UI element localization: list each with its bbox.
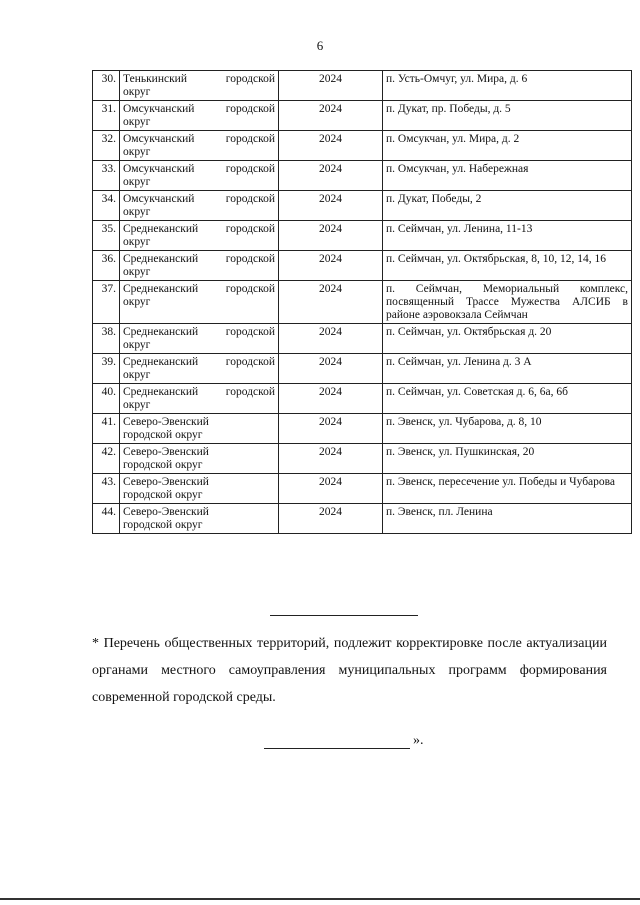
table-row [93, 384, 632, 414]
page-number: 6 [316, 38, 324, 53]
municipality-name-line2: городской округ [123, 519, 203, 531]
row-number: 44. [93, 504, 120, 534]
table-row [93, 281, 632, 324]
row-number: 36. [93, 251, 120, 281]
municipality-name [120, 444, 279, 474]
row-number: 39. [93, 354, 120, 384]
table-row [93, 474, 632, 504]
row-number: 34. [93, 191, 120, 221]
row-number: 38. [93, 324, 120, 354]
address-cell: п. Дукат, Победы, 2 [383, 191, 632, 221]
municipality-name [120, 251, 279, 281]
municipality-name-word: Северо-Эвенский [123, 446, 209, 458]
municipality-name [120, 504, 279, 534]
year-cell: 2024 [279, 384, 383, 414]
municipality-name [120, 191, 279, 221]
municipality-name-line2: округ [123, 176, 151, 188]
municipality-name [120, 354, 279, 384]
municipality-name-word: Среднеканский [123, 283, 199, 295]
municipality-name-line2: округ [123, 296, 151, 308]
bottom-rule [0, 898, 640, 900]
municipality-name-line1 [123, 506, 275, 519]
municipality-name [120, 414, 279, 444]
year-cell: 2024 [279, 251, 383, 281]
address-cell: п. Омсукчан, ул. Мира, д. 2 [383, 131, 632, 161]
table-row [93, 504, 632, 534]
year-cell: 2024 [279, 504, 383, 534]
municipality-name-line1 [123, 326, 275, 339]
table-row [93, 71, 632, 101]
municipality-name-line2: городской округ [123, 429, 203, 441]
address-cell: п. Сеймчан, ул. Октябрьская, 8, 10, 12, 14, 16 [383, 251, 632, 281]
table-body [93, 71, 632, 534]
year-cell: 2024 [279, 131, 383, 161]
municipality-name-line1 [123, 416, 275, 429]
separator-line [270, 615, 418, 616]
table-row [93, 324, 632, 354]
closing-line [264, 733, 424, 749]
municipality-type-word: городской [225, 386, 275, 398]
municipality-name-line1 [123, 253, 275, 266]
year-cell: 2024 [279, 324, 383, 354]
address-cell: п. Дукат, пр. Победы, д. 5 [383, 101, 632, 131]
table-row [93, 101, 632, 131]
address-cell: п. Сеймчан, ул. Октябрьская д. 20 [383, 324, 632, 354]
municipality-name-word: Среднеканский [123, 223, 199, 235]
municipality-name-word: Омсукчанский [123, 103, 195, 115]
municipality-name-line2: городской округ [123, 489, 203, 501]
municipality-name-line2: округ [123, 236, 151, 248]
municipality-name-line1 [123, 356, 275, 369]
year-cell: 2024 [279, 71, 383, 101]
municipality-type-word: городской [225, 223, 275, 235]
municipality-name-line2: округ [123, 399, 151, 411]
address-cell: п. Сеймчан, ул. Ленина, 11-13 [383, 221, 632, 251]
municipality-name-line1 [123, 476, 275, 489]
municipality-name-word: Омсукчанский [123, 163, 195, 175]
municipality-name [120, 281, 279, 324]
row-number: 33. [93, 161, 120, 191]
row-number: 37. [93, 281, 120, 324]
year-cell: 2024 [279, 474, 383, 504]
municipality-name-line2: округ [123, 339, 151, 351]
municipality-name-line1 [123, 446, 275, 459]
year-cell: 2024 [279, 101, 383, 131]
municipality-name-line1 [123, 223, 275, 236]
municipality-name-word: Тенькинский [123, 73, 187, 85]
municipality-name-line1 [123, 163, 275, 176]
municipality-name [120, 324, 279, 354]
row-number: 31. [93, 101, 120, 131]
table-row [93, 221, 632, 251]
municipality-name [120, 161, 279, 191]
municipality-name-word: Северо-Эвенский [123, 416, 209, 428]
address-cell: п. Сеймчан, ул. Ленина д. 3 А [383, 354, 632, 384]
municipality-type-word: городской [225, 193, 275, 205]
address-cell: п. Сеймчан, ул. Советская д. 6, 6а, 6б [383, 384, 632, 414]
row-number: 42. [93, 444, 120, 474]
municipality-name-line2: округ [123, 369, 151, 381]
year-cell: 2024 [279, 191, 383, 221]
table-row [93, 251, 632, 281]
municipality-name-line1 [123, 193, 275, 206]
municipality-type-word: городской [225, 253, 275, 265]
row-number: 41. [93, 414, 120, 444]
table-row [93, 161, 632, 191]
territories-table [92, 70, 632, 534]
municipality-name-line1 [123, 386, 275, 399]
municipality-name-word: Среднеканский [123, 356, 199, 368]
municipality-name-line1 [123, 133, 275, 146]
year-cell: 2024 [279, 414, 383, 444]
table-row [93, 191, 632, 221]
municipality-name-word: Северо-Эвенский [123, 506, 209, 518]
year-cell: 2024 [279, 221, 383, 251]
municipality-name-line1 [123, 103, 275, 116]
municipality-name-word: Омсукчанский [123, 193, 195, 205]
municipality-type-word: городской [225, 163, 275, 175]
municipality-name-word: Среднеканский [123, 253, 199, 265]
row-number: 30. [93, 71, 120, 101]
municipality-name-line2: округ [123, 146, 151, 158]
address-cell: п. Омсукчан, ул. Набережная [383, 161, 632, 191]
municipality-name-line1 [123, 73, 275, 86]
table-row [93, 444, 632, 474]
closing-underline [264, 734, 410, 749]
municipality-type-word: городской [225, 73, 275, 85]
municipality-type-word: городской [225, 133, 275, 145]
municipality-name-line2: городской округ [123, 459, 203, 471]
municipality-type-word: городской [225, 326, 275, 338]
municipality-name [120, 474, 279, 504]
municipality-name-line1 [123, 283, 275, 296]
table-row [93, 354, 632, 384]
table-row [93, 131, 632, 161]
row-number: 35. [93, 221, 120, 251]
row-number: 40. [93, 384, 120, 414]
address-cell: п. Эвенск, ул. Чубарова, д. 8, 10 [383, 414, 632, 444]
year-cell: 2024 [279, 354, 383, 384]
footnote: * Перечень общественных территорий, подлежит корректировке после актуализации органами местного самоуправления муниципальных программ формирования современной городской среды. [92, 636, 607, 705]
table-row [93, 414, 632, 444]
row-number: 43. [93, 474, 120, 504]
municipality-name-word: Северо-Эвенский [123, 476, 209, 488]
municipality-type-word: городской [225, 356, 275, 368]
municipality-name [120, 71, 279, 101]
address-cell: п. Усть-Омчуг, ул. Мира, д. 6 [383, 71, 632, 101]
municipality-name-word: Среднеканский [123, 386, 199, 398]
municipality-name-line2: округ [123, 116, 151, 128]
municipality-name-line2: округ [123, 206, 151, 218]
year-cell: 2024 [279, 444, 383, 474]
address-cell: п. Эвенск, пл. Ленина [383, 504, 632, 534]
address-cell: п. Эвенск, пересечение ул. Победы и Чубарова [383, 474, 632, 504]
municipality-type-word: городской [225, 283, 275, 295]
year-cell: 2024 [279, 161, 383, 191]
municipality-name-line2: округ [123, 266, 151, 278]
closing-mark: ». [413, 733, 424, 748]
municipality-name [120, 384, 279, 414]
municipality-name-word: Среднеканский [123, 326, 199, 338]
municipality-name-word: Омсукчанский [123, 133, 195, 145]
municipality-name [120, 101, 279, 131]
municipality-name-line2: округ [123, 86, 151, 98]
municipality-type-word: городской [225, 103, 275, 115]
year-cell: 2024 [279, 281, 383, 324]
address-cell: п. Эвенск, ул. Пушкинская, 20 [383, 444, 632, 474]
municipality-name [120, 221, 279, 251]
row-number: 32. [93, 131, 120, 161]
municipality-name [120, 131, 279, 161]
address-cell: п. Сеймчан, Мемориальный комплекс, посвященный Трассе Мужества АЛСИБ в районе аэровокзала Сеймчан [383, 281, 632, 324]
